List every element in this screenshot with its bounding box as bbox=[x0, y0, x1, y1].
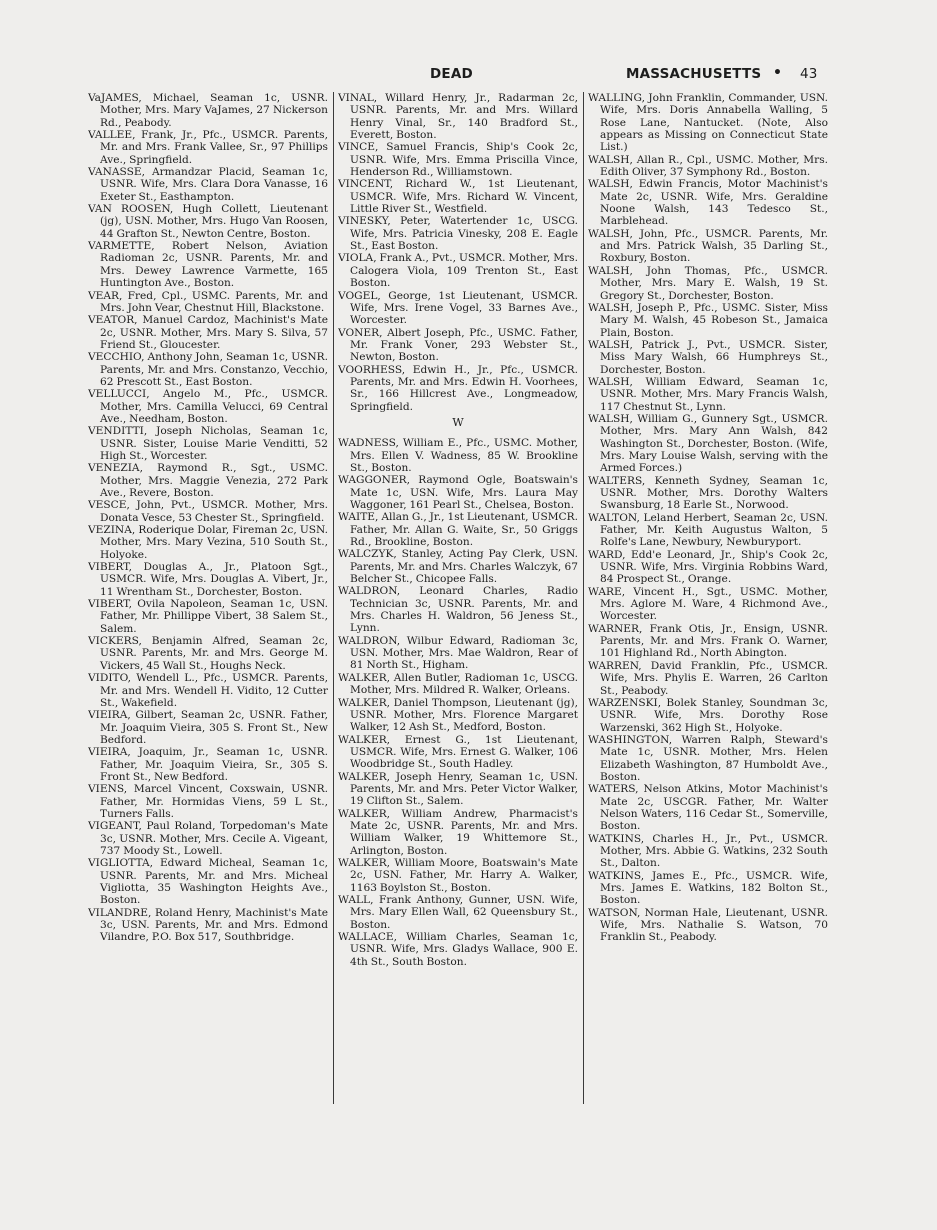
casualty-entry: VINCE, Samuel Francis, Ship's Cook 2c, USNR. Wife, Mrs. Emma Priscilla Vince, Henderson Rd., Williamstown. bbox=[338, 141, 578, 179]
casualty-entry: VIGLIOTTA, Edward Micheal, Seaman 1c, USNR. Parents, Mr. and Mrs. Micheal Vigliotta, 35 Washington Heights Ave., Boston. bbox=[88, 857, 328, 907]
casualty-entry: VIEIRA, Gilbert, Seaman 2c, USNR. Father, Mr. Joaquim Vieira, 305 S. Front St., New Bedford. bbox=[88, 709, 328, 746]
casualty-entry: VENEZIA, Raymond R., Sgt., USMC. Mother, Mrs. Maggie Venezia, 272 Park Ave., Revere, Boston. bbox=[88, 462, 328, 499]
casualty-entry: WALLING, John Franklin, Commander, USN. Wife, Mrs. Doris Annabella Walling, 5 Rose Lane, Nantucket. (Note, Also appears as Missing on Connecticut State List.) bbox=[588, 92, 828, 154]
casualty-entry: VONER, Albert Joseph, Pfc., USMC. Father, Mr. Frank Voner, 293 Webster St., Newton, Boston. bbox=[338, 326, 578, 364]
casualty-entry: WALKER, Daniel Thompson, Lieutenant (jg), USNR. Mother, Mrs. Florence Margaret Walker, 12 Ash St., Medford, Boston. bbox=[338, 696, 578, 734]
casualty-entry: VIGEANT, Paul Roland, Torpedoman's Mate 3c, USNR. Mother, Mrs. Cecile A. Vigeant, 737 Moody St., Lowell. bbox=[88, 820, 328, 857]
casualty-entry: WALSH, William Edward, Seaman 1c, USNR. Mother, Mrs. Mary Francis Walsh, 117 Chestnut St., Lynn. bbox=[588, 375, 828, 413]
casualty-entry: WALSH, Edwin Francis, Motor Machinist's Mate 2c, USNR. Wife, Mrs. Geraldine Noone Walsh, 143 Tedesco St., Marblehead. bbox=[588, 178, 828, 228]
casualty-entry: WATERS, Nelson Atkins, Motor Machinist's Mate 2c, USCGR. Father, Mr. Walter Nelson Waters, 116 Cedar St., Somerville, Boston. bbox=[588, 783, 828, 833]
casualty-entry: WAITE, Allan G., Jr., 1st Lieutenant, USMCR. Father, Mr. Allan G. Waite, Sr., 50 Griggs Rd., Brookline, Boston. bbox=[338, 511, 578, 549]
column-divider bbox=[583, 92, 584, 1104]
casualty-entry: WALCZYK, Stanley, Acting Pay Clerk, USN. Parents, Mr. and Mrs. Charles Walczyk, 67 Belcher St., Chicopee Falls. bbox=[338, 548, 578, 586]
casualty-entry: VEZINA, Roderique Dolar, Fireman 2c, USN. Mother, Mrs. Mary Vezina, 510 South St., Holyoke. bbox=[88, 524, 328, 561]
casualty-entry: WAGGONER, Raymond Ogle, Boatswain's Mate 1c, USN. Wife, Mrs. Laura May Waggoner, 161 Pearl St., Chelsea, Boston. bbox=[338, 474, 578, 511]
casualty-entry: VEATOR, Manuel Cardoz, Machinist's Mate 2c, USNR. Mother, Mrs. Mary S. Silva, 57 Friend St., Gloucester. bbox=[88, 314, 328, 351]
casualty-entry: VECCHIO, Anthony John, Seaman 1c, USNR. Parents, Mr. and Mrs. Constanzo, Vecchio, 62 Prescott St., East Boston. bbox=[88, 351, 328, 388]
casualty-entry: VINAL, Willard Henry, Jr., Radarman 2c, USNR. Parents, Mr. and Mrs. Willard Henry Vinal, Sr., 140 Bradford St., Everett, Boston. bbox=[338, 92, 578, 142]
casualty-entry: VaJAMES, Michael, Seaman 1c, USNR. Mother, Mrs. Mary VaJames, 27 Nickerson Rd., Peabody. bbox=[88, 92, 328, 129]
column-right bbox=[588, 92, 828, 1104]
casualty-entry: WALSH, John Thomas, Pfc., USMCR. Mother, Mrs. Mary E. Walsh, 19 St. Gregory St., Dorchester, Boston. bbox=[588, 264, 828, 302]
casualty-entry: VOORHESS, Edwin H., Jr., Pfc., USMCR. Parents, Mr. and Mrs. Edwin H. Voorhees, Sr., 166 Hillcrest Ave., Longmeadow, Springfield. bbox=[338, 363, 578, 413]
casualty-entry: WALSH, Joseph P., Pfc., USMC. Sister, Miss Mary M. Walsh, 45 Robeson St., Jamaica Plain, Boston. bbox=[588, 301, 828, 339]
casualty-entry: VIEIRA, Joaquim, Jr., Seaman 1c, USNR. Father, Mr. Joaquim Vieira, Sr., 305 S. Front St., New Bedford. bbox=[88, 746, 328, 783]
casualty-entry: WATSON, Norman Hale, Lieutenant, USNR. Wife, Mrs. Nathalie S. Watson, 70 Franklin St., Peabody. bbox=[588, 906, 828, 944]
casualty-entry: WALL, Frank Anthony, Gunner, USN. Wife, Mrs. Mary Ellen Wall, 62 Queensbury St., Boston. bbox=[338, 894, 578, 931]
casualty-entry: WALKER, Joseph Henry, Seaman 1c, USN. Parents, Mr. and Mrs. Peter Victor Walker, 19 Clifton St., Salem. bbox=[338, 770, 578, 808]
casualty-entry: WARNER, Frank Otis, Jr., Ensign, USNR. Parents, Mr. and Mrs. Frank O. Warner, 101 Highland Rd., North Abington. bbox=[588, 622, 828, 660]
casualty-entry: WALLACE, William Charles, Seaman 1c, USNR. Wife, Mrs. Gladys Wallace, 900 E. 4th St., South Boston. bbox=[338, 931, 578, 968]
casualty-entry: WATKINS, Charles H., Jr., Pvt., USMCR. Mother, Mrs. Abbie G. Watkins, 232 South St., Dalton. bbox=[588, 832, 828, 870]
casualty-entry: VICKERS, Benjamin Alfred, Seaman 2c, USNR. Parents, Mr. and Mrs. George M. Vickers, 45 Wall St., Houghs Neck. bbox=[88, 635, 328, 672]
casualty-entry: WASHINGTON, Warren Ralph, Steward's Mate 1c, USNR. Mother, Mrs. Helen Elizabeth Washington, 87 Humboldt Ave., Boston. bbox=[588, 733, 828, 783]
casualty-entry: WALKER, Ernest G., 1st Lieutenant, USMCR. Wife, Mrs. Ernest G. Walker, 106 Woodbridge St., South Hadley. bbox=[338, 733, 578, 771]
section-title: DEAD bbox=[430, 66, 473, 82]
page-header bbox=[88, 66, 828, 86]
casualty-entry: WARD, Edd'e Leonard, Jr., Ship's Cook 2c, USNR. Wife, Mrs. Virginia Robbins Ward, 84 Prospect St., Orange. bbox=[588, 548, 828, 586]
casualty-entry: VIDITO, Wendell L., Pfc., USMCR. Parents, Mr. and Mrs. Wendell H. Vidito, 12 Cutter St., Wakefield. bbox=[88, 672, 328, 709]
casualty-entry: WALSH, Patrick J., Pvt., USMCR. Sister, Miss Mary Walsh, 66 Humphreys St., Dorchester, Boston. bbox=[588, 338, 828, 376]
casualty-entry: VINESKY, Peter, Watertender 1c, USCG. Wife, Mrs. Patricia Vinesky, 208 E. Eagle St., East Boston. bbox=[338, 215, 578, 253]
casualty-entry: VIBERT, Douglas A., Jr., Platoon Sgt., USMCR. Wife, Mrs. Douglas A. Vibert, Jr., 11 Wrentham St., Dorchester, Boston. bbox=[88, 561, 328, 598]
column-left bbox=[88, 92, 328, 1104]
casualty-entry: WALKER, Allen Butler, Radioman 1c, USCG. Mother, Mrs. Mildred R. Walker, Orleans. bbox=[338, 671, 578, 697]
casualty-entry: VESCE, John, Pvt., USMCR. Mother, Mrs. Donata Vesce, 53 Chester St., Springfield. bbox=[88, 499, 328, 524]
casualty-entry: VOGEL, George, 1st Lieutenant, USMCR. Wife, Mrs. Irene Vogel, 33 Barnes Ave., Worcester. bbox=[338, 289, 578, 327]
state-name: MASSACHUSETTS bbox=[626, 66, 762, 82]
casualty-entry: VELLUCCI, Angelo M., Pfc., USMCR. Mother, Mrs. Camilla Velucci, 69 Central Ave., Needham, Boston. bbox=[88, 388, 328, 425]
casualty-entry: VANASSE, Armandzar Placid, Seaman 1c, USNR. Wife, Mrs. Clara Dora Vanasse, 16 Exeter St., Easthampton. bbox=[88, 166, 328, 203]
casualty-entry: VALLEE, Frank, Jr., Pfc., USMCR. Parents, Mr. and Mrs. Frank Vallee, Sr., 97 Phillips Ave., Springfield. bbox=[88, 129, 328, 166]
casualty-entry: WATKINS, James E., Pfc., USMCR. Wife, Mrs. James E. Watkins, 182 Bolton St., Boston. bbox=[588, 869, 828, 907]
casualty-entry: WARZENSKI, Bolek Stanley, Soundman 3c, USNR. Wife, Mrs. Dorothy Rose Warzenski, 362 High St., Holyoke. bbox=[588, 696, 828, 734]
casualty-entry: WARREN, David Franklin, Pfc., USMCR. Wife, Mrs. Phylis E. Warren, 26 Carlton St., Peabody. bbox=[588, 659, 828, 697]
casualty-entry: VAN ROOSEN, Hugh Collett, Lieutenant (jg), USN. Mother, Mrs. Hugo Van Roosen, 44 Grafton St., Newton Centre, Boston. bbox=[88, 203, 328, 240]
casualty-entry: VIOLA, Frank A., Pvt., USMCR. Mother, Mrs. Calogera Viola, 109 Trenton St., East Boston. bbox=[338, 252, 578, 290]
casualty-entry: WALTERS, Kenneth Sydney, Seaman 1c, USNR. Mother, Mrs. Dorothy Walters Swansburg, 18 Earle St., Norwood. bbox=[588, 474, 828, 512]
casualty-entry: VIENS, Marcel Vincent, Coxswain, USNR. Father, Mr. Hormidas Viens, 59 L St., Turners Falls. bbox=[88, 783, 328, 820]
column-middle bbox=[338, 92, 578, 1104]
casualty-entry: VENDITTI, Joseph Nicholas, Seaman 1c, USNR. Sister, Louise Marie Venditti, 52 High St., Worcester. bbox=[88, 425, 328, 462]
casualty-entry: WALSH, William G., Gunnery Sgt., USMCR. Mother, Mrs. Mary Ann Walsh, 842 Washington St., Dorchester, Boston. (Wife, Mrs. Mary Louise Walsh, serving with the Armed Forces.) bbox=[588, 412, 828, 475]
casualty-entry: VEAR, Fred, Cpl., USMC. Parents, Mr. and Mrs. John Vear, Chestnut Hill, Blackstone. bbox=[88, 289, 328, 314]
casualty-entry: WALKER, William Andrew, Pharmacist's Mate 2c, USNR. Parents, Mr. and Mrs. William Walker, 19 Whittemore St., Arlington, Boston. bbox=[338, 807, 578, 857]
casualty-entry: VILANDRE, Roland Henry, Machinist's Mate 3c, USN. Parents, Mr. and Mrs. Edmond Vilandre, P.O. Box 517, Southbridge. bbox=[88, 906, 328, 944]
casualty-entry: WALSH, Allan R., Cpl., USMC. Mother, Mrs. Edith Oliver, 37 Symphony Rd., Boston. bbox=[588, 153, 828, 179]
casualty-entry: WALTON, Leland Herbert, Seaman 2c, USN. Father, Mr. Keith Augustus Walton, 5 Rolfe's Lane, Newbury, Newburyport. bbox=[588, 511, 828, 549]
bullet-icon: • bbox=[773, 65, 783, 81]
column-divider bbox=[333, 92, 334, 1104]
casualty-entry: WALDRON, Leonard Charles, Radio Technician 3c, USNR. Parents, Mr. and Mrs. Charles H. Waldron, 56 Jeness St., Lynn. bbox=[338, 585, 578, 635]
casualty-entry: VARMETTE, Robert Nelson, Aviation Radioman 2c, USNR. Parents, Mr. and Mrs. Dewey Lawrence Varmette, 165 Huntington Ave., Boston. bbox=[88, 240, 328, 290]
section-letter: W bbox=[452, 415, 464, 429]
casualty-entry: WARE, Vincent H., Sgt., USMC. Mother, Mrs. Aglore M. Ware, 4 Richmond Ave., Worcester. bbox=[588, 585, 828, 623]
page-number: 43 bbox=[800, 66, 818, 82]
casualty-entry: VIBERT, Ovila Napoleon, Seaman 1c, USN. Father, Mr. Phillippe Vibert, 38 Salem St., Salem. bbox=[88, 598, 328, 635]
casualty-entry: VINCENT, Richard W., 1st Lieutenant, USMCR. Wife, Mrs. Richard W. Vincent, Little River St., Westfield. bbox=[338, 178, 578, 216]
casualty-entry: WADNESS, William E., Pfc., USMC. Mother, Mrs. Ellen V. Wadness, 85 W. Brookline St., Boston. bbox=[338, 437, 578, 474]
casualty-entry: WALKER, William Moore, Boatswain's Mate 2c, USN. Father, Mr. Harry A. Walker, 1163 Boylston St., Boston. bbox=[338, 856, 578, 894]
casualty-entry: WALSH, John, Pfc., USMCR. Parents, Mr. and Mrs. Patrick Walsh, 35 Darling St., Roxbury, Boston. bbox=[588, 227, 828, 265]
casualty-entry: WALDRON, Wilbur Edward, Radioman 3c, USN. Mother, Mrs. Mae Waldron, Rear of 81 North St., Higham. bbox=[338, 634, 578, 672]
